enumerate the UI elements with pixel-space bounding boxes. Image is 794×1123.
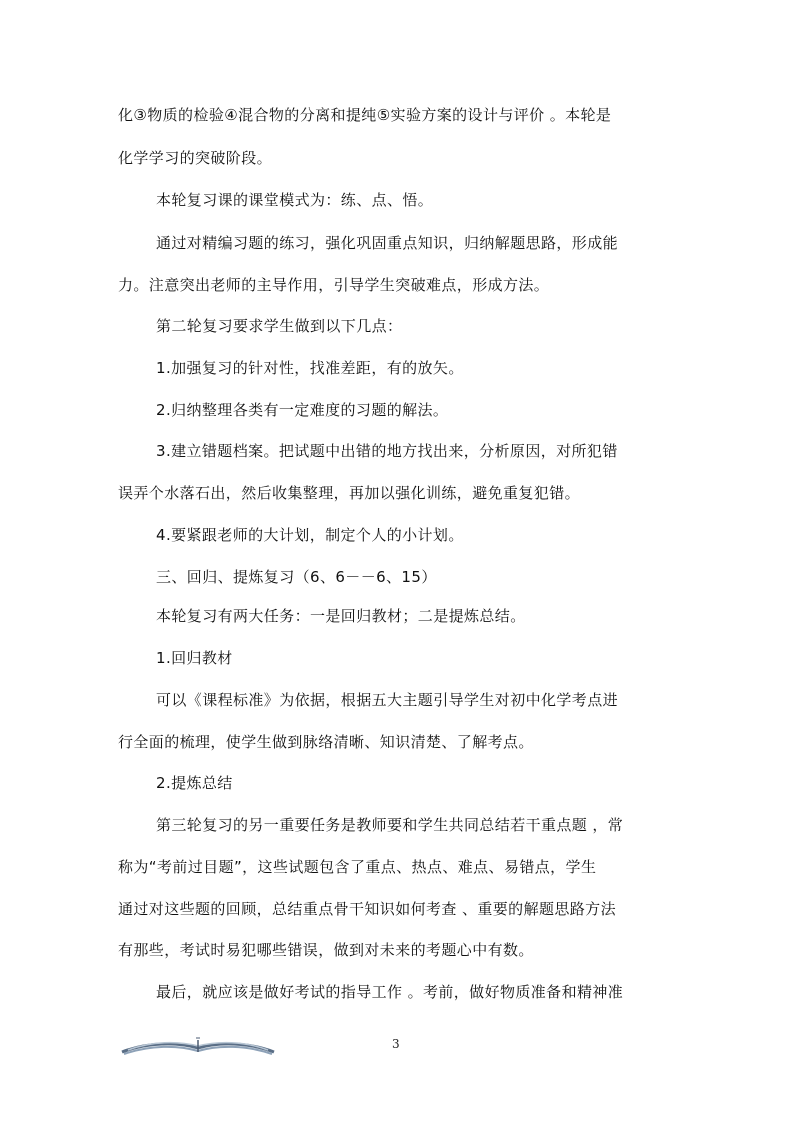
- list-item: 2.归纳整理各类有一定难度的习题的解法。: [156, 401, 449, 419]
- page-number: 3: [392, 1037, 400, 1051]
- paragraph-line: 通过对这些题的回顾，总结重点骨干知识如何考查 、重要的解题思路方法: [118, 900, 616, 918]
- paragraph-line: 误弄个水落石出，然后收集整理，再加以强化训练，避免重复犯错。: [118, 484, 581, 502]
- paragraph-line: 本轮复习有两大任务：一是回归教材；二是提炼总结。: [156, 607, 526, 625]
- list-item: 1.加强复习的针对性，找准差距，有的放矢。: [156, 359, 464, 377]
- paragraph-line: 化学学习的突破阶段。: [118, 149, 273, 167]
- paragraph-line: 有那些，考试时易犯哪些错误，做到对未来的考题心中有数。: [118, 941, 534, 959]
- list-item: 4.要紧跟老师的大计划，制定个人的小计划。: [156, 526, 464, 544]
- paragraph-line: 最后，就应该是做好考试的指导工作 。考前，做好物质准备和精神准: [156, 983, 624, 1001]
- open-book-icon: [118, 1034, 278, 1056]
- paragraph-line: 力。注意突出老师的主导作用，引导学生突破难点，形成方法。: [118, 276, 550, 294]
- paragraph-line: 第二轮复习要求学生做到以下几点：: [156, 317, 403, 335]
- paragraph-line: 行全面的梳理，使学生做到脉络清晰、知识清楚、了解考点。: [118, 733, 534, 751]
- paragraph-line: 称为“考前过目题”，这些试题包含了重点、热点、难点、易错点，学生: [118, 858, 597, 876]
- paragraph-line: 本轮复习课的课堂模式为：练、点、悟。: [156, 191, 434, 209]
- paragraph-line: 第三轮复习的另一重要任务是教师要和学生共同总结若干重点题 ，常: [156, 816, 624, 834]
- paragraph-line: 可以《课程标准》为依据，根据五大主题引导学生对初中化学考点进: [156, 691, 619, 709]
- section-heading: 三、回归、提炼复习（6、6－－6、15）: [156, 568, 437, 586]
- subheading: 2.提炼总结: [156, 774, 233, 792]
- paragraph-line: 通过对精编习题的练习，强化巩固重点知识，归纳解题思路，形成能: [156, 234, 619, 252]
- paragraph-line: 化③物质的检验④混合物的分离和提纯⑤实验方案的设计与评价 。本轮是: [118, 106, 612, 124]
- subheading: 1.回归教材: [156, 649, 233, 667]
- list-item: 3.建立错题档案。把试题中出错的地方找出来，分析原因，对所犯错: [156, 442, 618, 460]
